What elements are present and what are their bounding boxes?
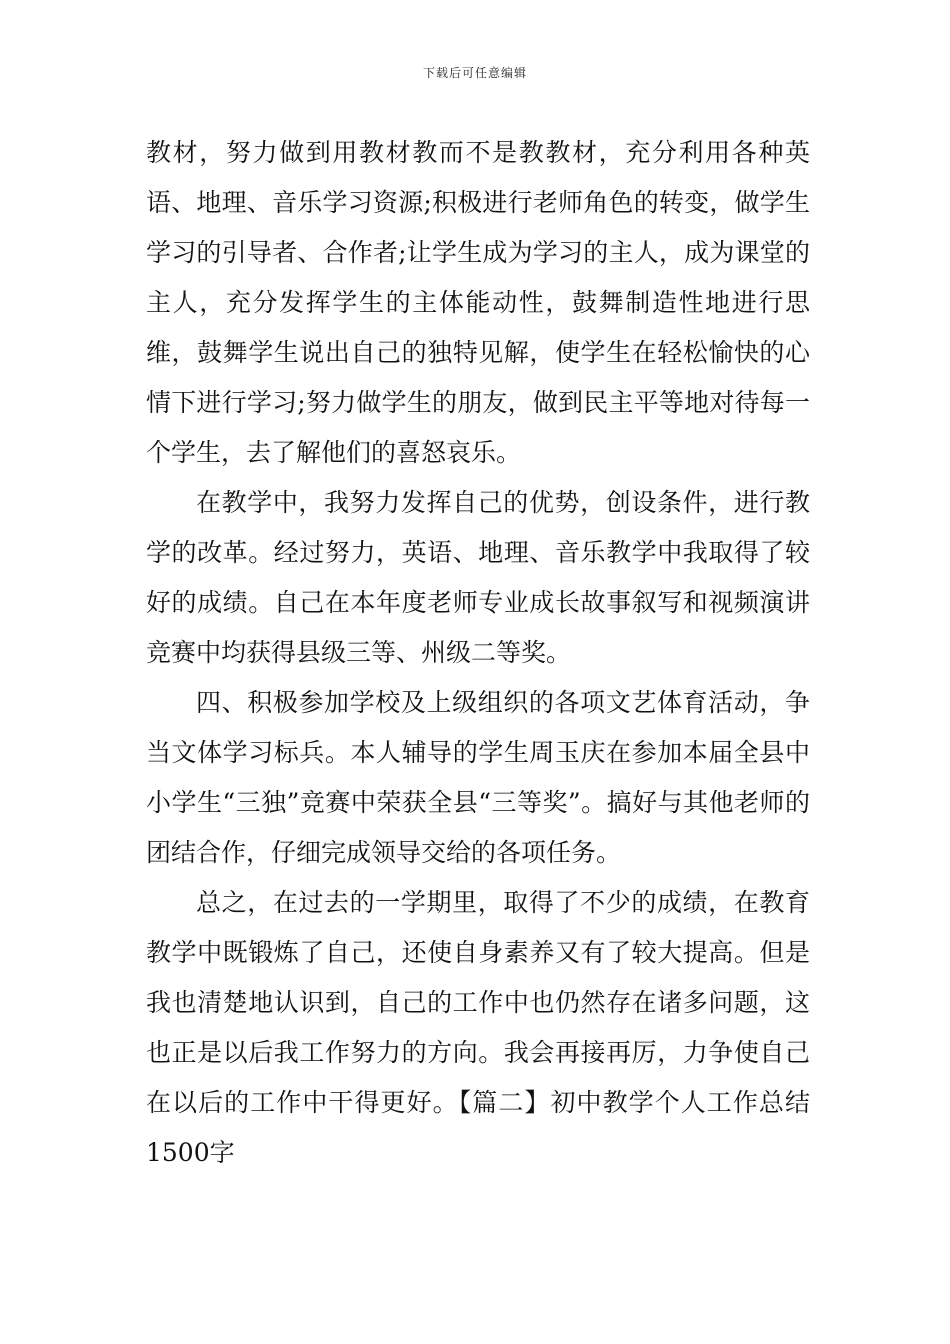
paragraph-teaching-approach: 教材，努力做到用教材教而不是教教材，充分利用各种英语、地理、音乐学习资源;积极进行老师角色的转变，做学生学习的引导者、合作者;让学生成为学习的主人，成为课堂的主人，充分发挥学生的主体能动性，鼓舞制造性地进行思维，鼓舞学生说出自己的独特见解，使学生在轻松愉快的心情下进行学习;努力做学生的朋友，做到民主平等地对待每一个学生，去了解他们的喜怒哀乐。 [146, 138, 810, 467]
page-header: 下载后可任意编辑 [422, 66, 527, 80]
paragraph-teaching-reform: 在教学中，我努力发挥自己的优势，创设条件，进行教学的改革。经过努力，英语、地理、音乐教学中我取得了较好的成绩。自己在本年度老师专业成长故事叙写和视频演讲竞赛中均获得县级三等、州级二等奖。 [146, 488, 810, 667]
paragraph-activities: 四、积极参加学校及上级组织的各项文艺体育活动，争当文体学习标兵。本人辅导的学生周玉庆在参加本届全县中小学生“三独”竞赛中荣获全县“三等奖”。搞好与其他老师的团结合作，仔细完成领导交给的各项任务。 [146, 688, 810, 867]
document-body [146, 128, 810, 1178]
paragraph-summary: 总之，在过去的一学期里，取得了不少的成绩，在教育教学中既锻炼了自己，还使自身素养又有了较大提高。但是我也清楚地认识到，自己的工作中也仍然存在诸多问题，这也正是以后我工作努力的方向。我会再接再厉，力争使自己在以后的工作中干得更好。【篇二】初中教学个人工作总结1500字 [146, 888, 810, 1167]
